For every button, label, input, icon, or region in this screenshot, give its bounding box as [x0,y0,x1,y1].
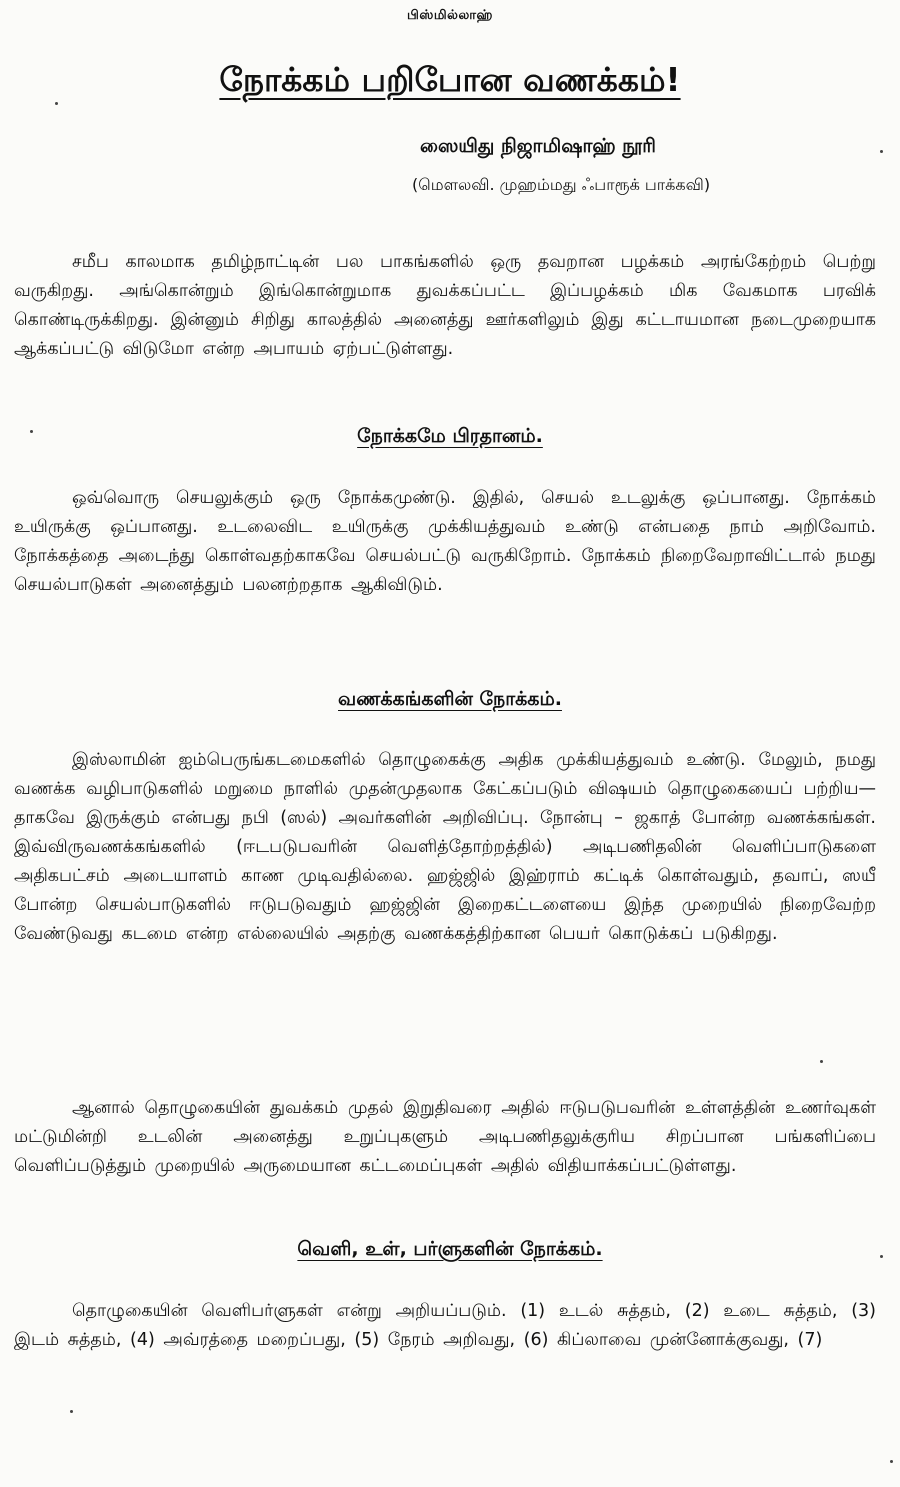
author-name: ஸையிது நிஜாமிஷாஹ் நூரி [420,135,656,157]
scan-speck [30,430,33,433]
section-heading-1: நோக்கமே பிரதானம். [357,425,543,447]
author-subtitle: (மௌலவி. முஹம்மது ஃபாரூக் பாக்கவி) [412,175,711,194]
scan-speck [55,102,58,105]
paragraph-prayer: ஆனால் தொழுகையின் துவக்கம் முதல் இறுதிவரை அதில் ஈடுபடுபவரின் உள்ளத்தின் உணர்வுகள் மட்டுமின்றி உடலின் அனைத்து உறுப்புகளும் அடிபணிதலுக்குரிய சிறப்பான பங்களிப்பை வெளிப்படுத்தும் முறையில் அருமையான கட்டமைப்புகள் அதில் விதியாக்கப்பட்டுள்ளது. [14,1098,876,1176]
scan-speck [880,150,883,153]
paragraph-intro: சமீப காலமாக தமிழ்நாட்டின் பல பாகங்களில் ஒரு தவறான பழக்கம் அரங்கேற்றம் பெற்று வருகிறது. அங்கொன்றும் இங்கொன்றுமாக துவக்கப்பட்ட இப்பழக்கம் மிக வேகமாக பரவிக் கொண்டிருக்கிறது. இன்னும் சிறிது காலத்தில் அனைத்து ஊர்களிலும் இது கட்டாயமான நடைமுறையாக ஆக்கப்பட்டு விடுமோ என்ற அபாயம் ஏற்பட்டுள்ளது. [14,252,876,359]
article-title: நோக்கம் பறிபோன வணக்கம்! [219,60,681,99]
scan-speck [880,1255,883,1258]
scan-speck [890,1460,893,1463]
paragraph-purpose: ஒவ்வொரு செயலுக்கும் ஒரு நோக்கமுண்டு. இதில், செயல் உடலுக்கு ஒப்பானது. நோக்கம் உயிருக்கு ஒப்பானது. உடலைவிட உயிருக்கு முக்கியத்துவம் உண்டு என்பதை நாம் அறிவோம். நோக்கத்தை அடைந்து கொள்வதற்காகவே செயல்பட்டு வருகிறோம். நோக்கம் நிறைவேறாவிட்டால் நமது செயல்பாடுகள் அனைத்தும் பலனற்றதாக ஆகிவிடும். [14,488,876,595]
paragraph-obligations: தொழுகையின் வெளிபர்ளுகள் என்று அறியப்படும். (1) உடல் சுத்தம், (2) உடை சுத்தம், (3) இடம் சுத்தம், (4) அவ்ரத்தை மறைப்பது, (5) நேரம் அறிவது, (6) கிப்லாவை முன்னோக்குவது, (7) [14,1301,876,1350]
page-header: பிஸ்மில்லாஹ் [407,8,493,23]
paragraph-worship: இஸ்லாமின் ஐம்பெருங்கடமைகளில் தொழுகைக்கு அதிக முக்கியத்துவம் உண்டு. மேலும், நமது வணக்க வழிபாடுகளில் மறுமை நாளில் முதன்முதலாக கேட்கப்படும் விஷயம் தொழுகையைப் பற்றிய— தாகவே இருக்கும் என்பது நபி (ஸல்) அவர்களின் அறிவிப்பு. நோன்பு – ஜகாத் போன்ற வணக்கங்கள். இவ்விருவணக்கங்களில் (ஈடபடுபவரின் வெளித்தோற்றத்தில்) அடிபணிதலின் வெளிப்பாடுகளை அதிகபட்சம் அடையாளம் காண முடிவதில்லை. ஹஜ்ஜில் இஹ்ராம் கட்டிக் கொள்வதும், தவாப், ஸயீ போன்ற செயல்பாடுகளில் ஈடுபடுவதும் ஹஜ்ஜின் இறைகட்டளையை இந்த முறையில் நிறைவேற்ற வேண்டுவது கடமை என்ற எல்லையில் அதற்கு வணக்கத்திற்கான பெயர் கொடுக்கப் படுகிறது. [14,750,876,944]
section-heading-2: வணக்கங்களின் நோக்கம். [338,688,562,710]
section-heading-3: வெளி, உள், பர்ளுகளின் நோக்கம். [297,1238,603,1260]
scan-speck [70,1410,73,1413]
scan-speck [820,1060,823,1063]
